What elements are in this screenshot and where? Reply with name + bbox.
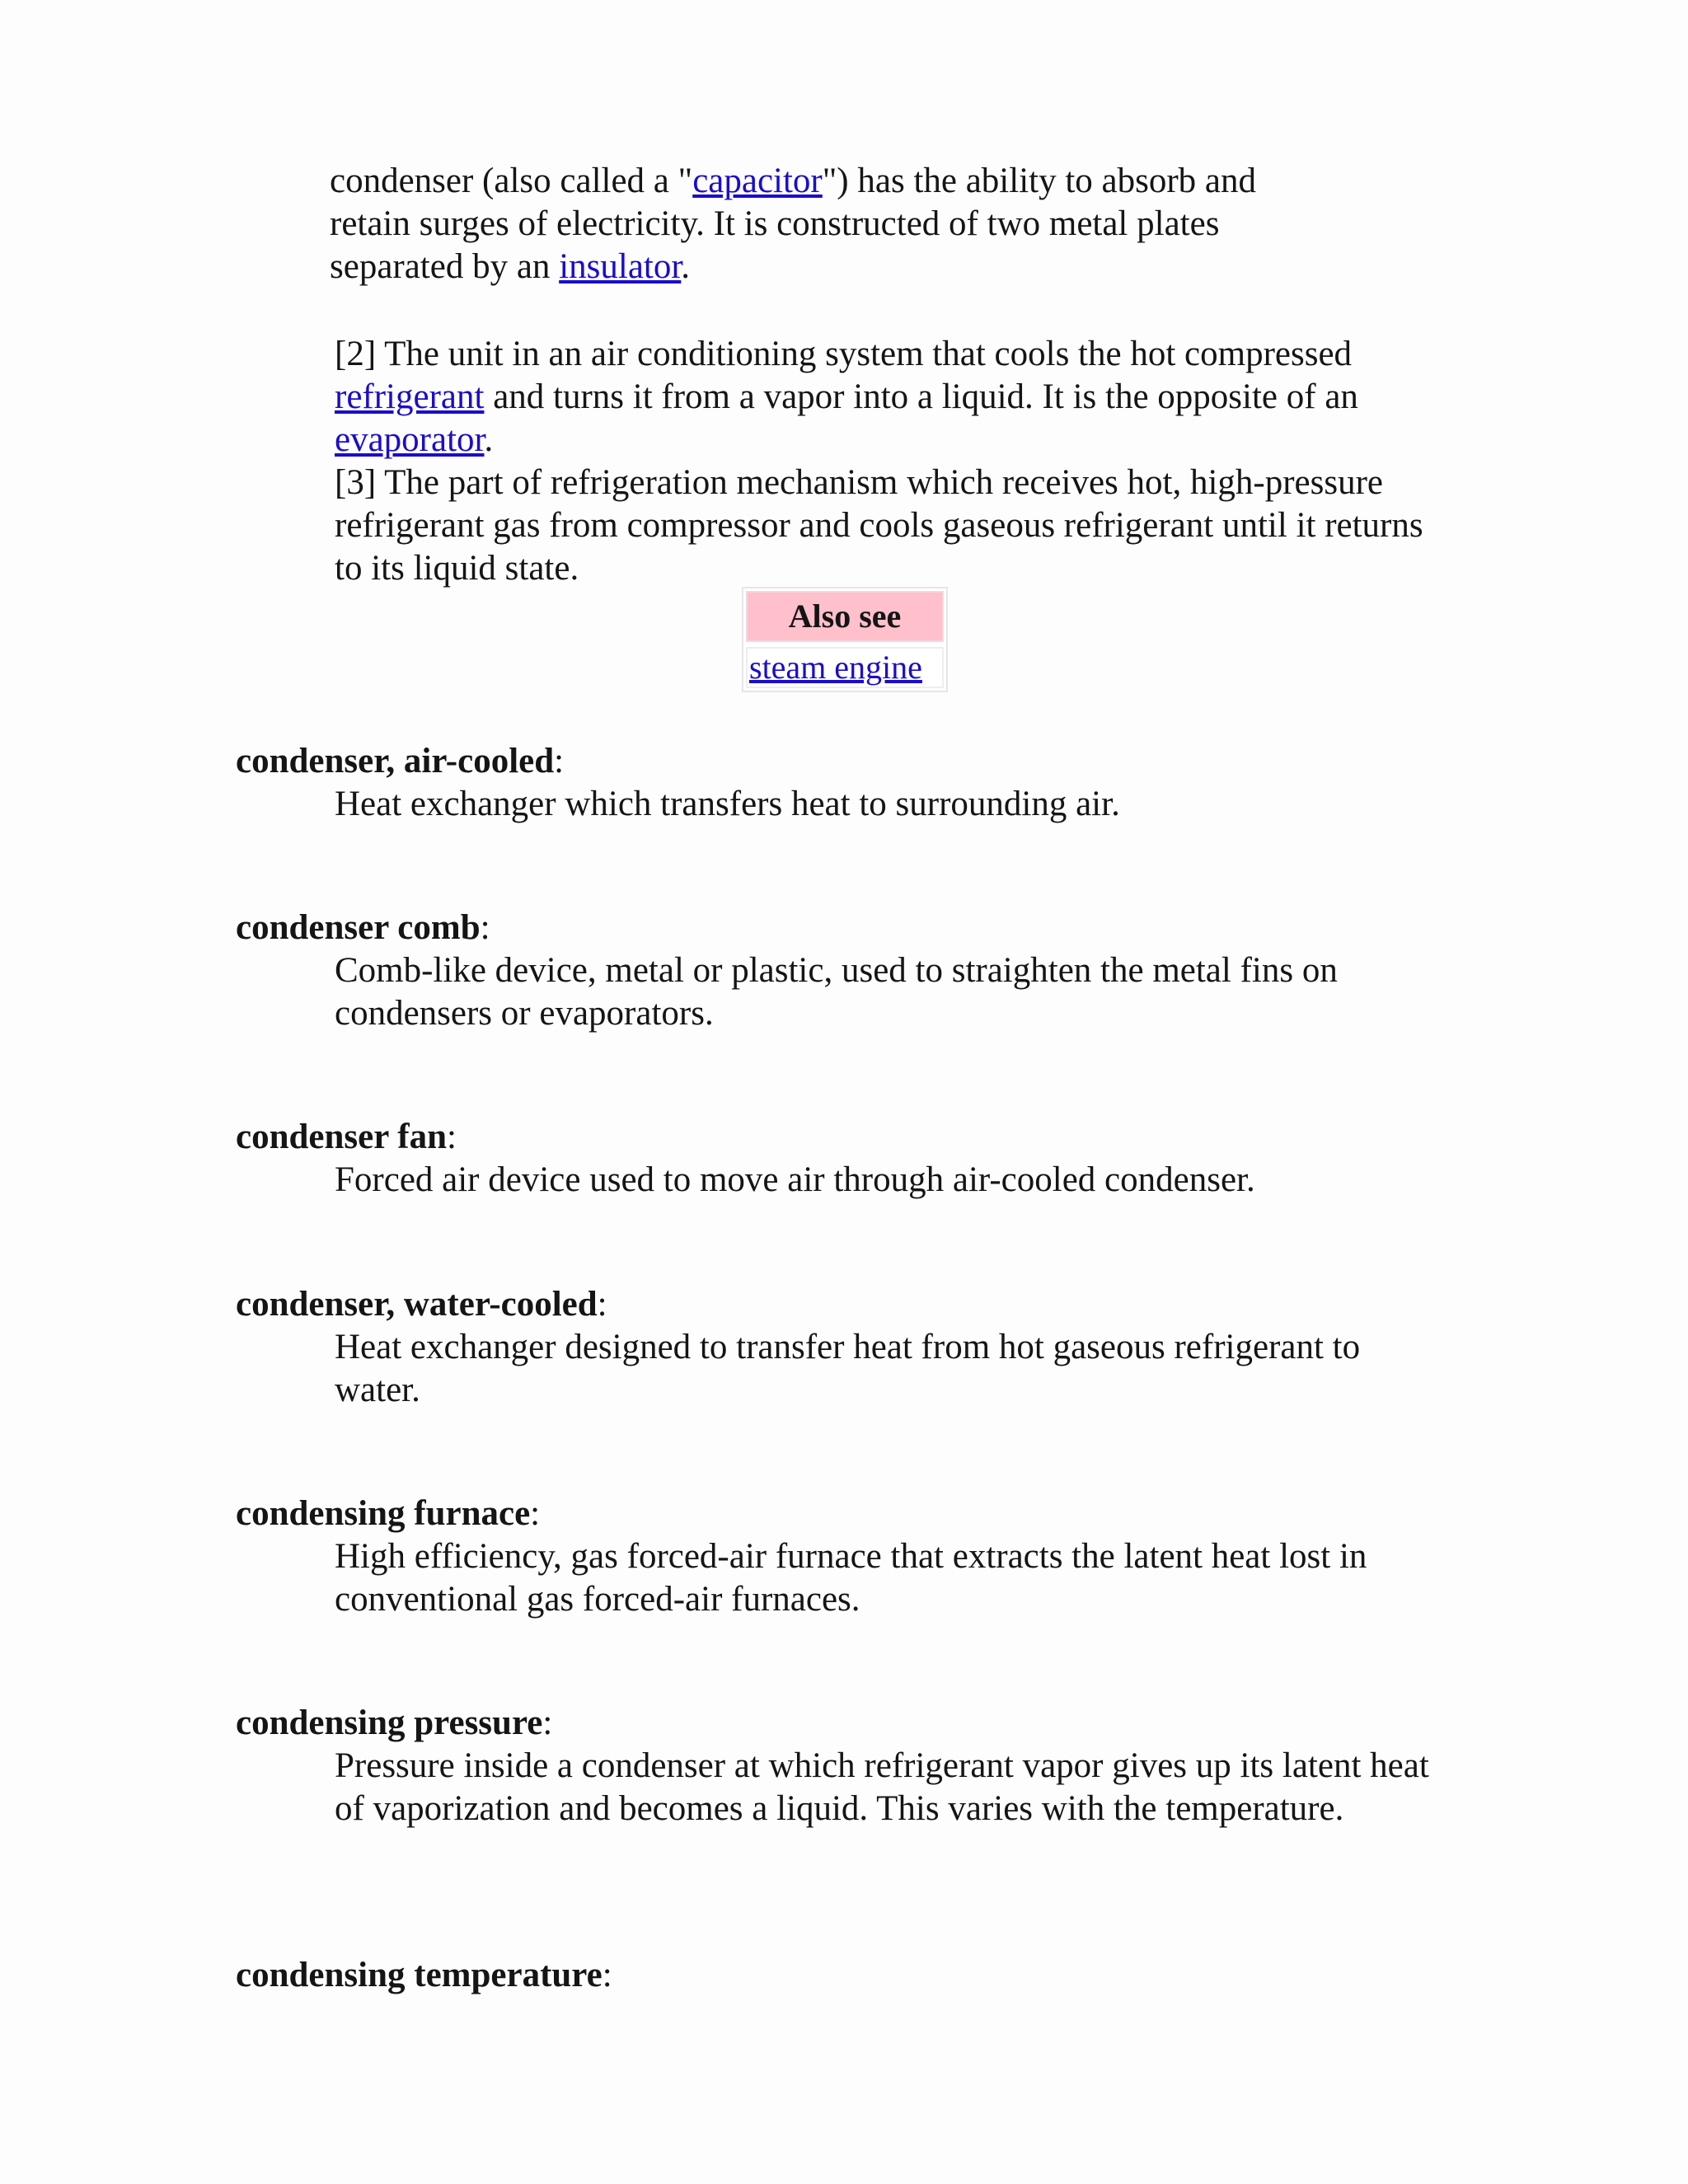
entry-term: condenser fan [236,1118,448,1156]
sense-2-text: and turns it from a vapor into a liquid. It is the opposite of an [484,377,1358,416]
intro-text: condenser (also called a " [330,162,693,200]
entry-definition: Heat exchanger designed to transfer heat from hot gaseous refrigerant to water. [335,1328,1361,1409]
also-see-heading: Also see [746,591,944,642]
entry-term: condensing temperature [236,1956,603,1994]
capacitor-link[interactable]: capacitor [692,162,823,200]
entry-definition: High efficiency, gas forced-air furnace that extracts the latent heat lost in conventional gas forced-air furnaces. [335,1537,1367,1619]
glossary-entry [236,1702,1472,1830]
glossary-entry [236,1116,1472,1202]
entry-colon: : [447,1118,457,1156]
sense-3: [3] The part of refrigeration mechanism which receives hot, high-pressure refrigerant gas from compressor and cools gaseous refrigerant until it returns to its liquid state. [335,463,1423,588]
entry-colon: : [597,1285,607,1324]
entry-term: condensing furnace [236,1494,531,1533]
entry-term: condensing pressure [236,1704,543,1742]
glossary-entry [236,907,1472,1035]
entry-definition: Heat exchanger which transfers heat to surrounding air. [335,785,1120,823]
also-see-table [742,587,948,692]
entry-colon: : [542,1704,553,1742]
entry-definition: Comb-like device, metal or plastic, used to straighten the metal fins on condensers or evaporators. [335,951,1338,1033]
entry-definition: Forced air device used to move air through air-cooled condenser. [335,1160,1255,1199]
intro-paragraph [330,160,1368,288]
glossary-entry [236,1954,1472,1997]
glossary-entry [236,1283,1472,1412]
sense-2-text: [2] The unit in an air conditioning system that cools the hot compressed [335,335,1353,373]
refrigerant-link[interactable]: refrigerant [335,377,485,416]
intro-text: ") has the ability to absorb and [822,162,1257,200]
intro-text: separated by an [330,247,560,286]
condenser-senses [335,333,1456,590]
sense-2-text: . [484,420,494,459]
entry-colon: : [602,1956,612,1994]
also-see-cell [746,647,944,688]
intro-text: retain surges of electricity. It is constructed of two metal plates [330,204,1220,243]
sense-2 [335,333,1456,462]
steam-engine-link[interactable]: steam engine [749,649,922,686]
evaporator-link[interactable]: evaporator [335,420,485,459]
glossary-entry [236,1493,1472,1621]
insulator-link[interactable]: insulator [559,247,682,286]
entry-colon: : [480,908,490,947]
intro-text: . [681,247,691,286]
entry-term: condenser, water-cooled [236,1285,598,1324]
glossary-entry [236,740,1472,826]
entry-colon: : [554,742,565,780]
entry-term: condenser, air-cooled [236,742,555,780]
entry-definition: Pressure inside a condenser at which refrigerant vapor gives up its latent heat of vaporization and becomes a liquid. This varies with the temperature. [335,1746,1429,1828]
entry-colon: : [530,1494,541,1533]
entry-term: condenser comb [236,908,481,947]
